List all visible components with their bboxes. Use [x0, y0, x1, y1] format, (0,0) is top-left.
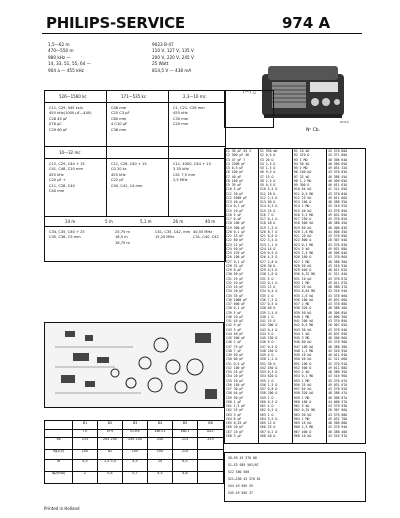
parts-row: S66 25 Ω [260, 425, 276, 430]
parts-row: C63 3 pF [226, 412, 242, 417]
parts-row: R21 20 kΩ [294, 234, 312, 238]
parts-row: R40 1 MΩ [294, 314, 310, 319]
photo-caption: (—) △ [243, 90, 256, 95]
parts-row: R25 2,5 MΩ [294, 251, 314, 255]
parts-row: R14 1 MΩ [294, 204, 310, 209]
parts-row: S25 0,9 Ω [260, 251, 278, 255]
parts-row: 41 311 65A [328, 187, 348, 192]
parts-row: S51 30 Ω [260, 361, 276, 366]
parts-row: 49 031 68A [328, 246, 348, 251]
parts-row: S62 0,5 Ω [260, 408, 278, 413]
parts-row: S59 2 Ω [260, 395, 274, 400]
parts-row: 48 306 88A [328, 421, 348, 425]
parts-row: C24 40 pF [226, 246, 244, 251]
parts-row: S60 0,3 Ω [260, 399, 278, 404]
parts-row: S44 5 Ω [260, 331, 274, 336]
parts-row: 48 388 36A [328, 259, 348, 264]
parts-row: 40 011 62A [328, 268, 348, 272]
parts-row: 43 316 94A [328, 289, 348, 294]
parts-row: 43 370 80A [328, 149, 348, 153]
parts-row: R23 0,1 MΩ [294, 242, 314, 247]
parts-row: R31 10 kΩ [294, 276, 312, 281]
parts-row: S68 40 Ω [260, 433, 276, 438]
parts-row: 43 370 84A [328, 191, 348, 196]
parts-row: S48 240 Ω [260, 348, 278, 353]
parts-row: C18 100 pF [226, 221, 246, 226]
parts-row: 43 316 96A [328, 374, 348, 379]
parts-row: R61 5 kΩ [294, 404, 310, 408]
parts-list [224, 148, 366, 444]
parts-row: R56 25 kΩ [294, 382, 312, 387]
parts-row: R64 1 MΩ [294, 416, 310, 421]
parts-row: S19 1,5 Ω [260, 225, 278, 230]
parts-row: C17 6 μF [226, 217, 242, 221]
parts-row: C34 20 pF [226, 289, 244, 294]
parts-row: R9 300 Ω [294, 183, 310, 187]
parts-row: 48 306 64A [328, 157, 348, 162]
parts-row: S50 1,2 Ω [260, 357, 278, 362]
parts-row: S35 2 Ω [260, 293, 274, 298]
parts-row: C6 100 pF [226, 170, 244, 175]
parts-row: C11 30 pF [226, 191, 244, 196]
parts-row: S52 450 Ω [260, 365, 278, 370]
parts-row: R50 40 kΩ [294, 357, 312, 362]
parts-row: S1 930 mΩ [260, 149, 278, 153]
parts-row: 43 376 07A [328, 378, 348, 383]
parts-row: R68 10 kΩ [294, 433, 312, 438]
band-label: 171—535 kc [121, 94, 147, 99]
parts-row: R16 3,2 MΩ [294, 212, 314, 217]
parts-row: C35 35 pF [226, 293, 244, 298]
parts-row: C3 47 pF 7 [226, 157, 246, 162]
parts-row: C28 32 μF [226, 263, 244, 268]
parts-row: C61 1,5 pF [226, 404, 246, 408]
parts-row: C19 300 pF [226, 225, 246, 230]
parts-row: 28 307 04A [328, 238, 348, 243]
parts-row: 49 031 70A [328, 416, 348, 421]
parts-row: S61 4 Ω [260, 404, 274, 408]
parts-row: R5 2 MΩ [294, 166, 308, 170]
parts-row: S6 9,5 Ω [260, 170, 276, 175]
parts-row: R37 2 MΩ [294, 302, 310, 306]
parts-row: R19 60 kΩ [294, 225, 312, 230]
parts-row: S15 25 Ω [260, 208, 276, 213]
parts-row: S65 12 Ω [260, 421, 276, 425]
parts-row: 40 011 63A [328, 183, 348, 187]
parts-row: S46 6 Ω [260, 340, 274, 345]
parts-row: R48 1,2 MΩ [294, 348, 314, 353]
parts-row: R33 25 kΩ [294, 285, 312, 289]
parts-row: R39 50 kΩ [294, 310, 312, 315]
parts-row: 43 376 08A [328, 412, 348, 417]
parts-row: C49 50 pF [226, 353, 244, 357]
parts-row: C2 500 μF 36 [226, 153, 250, 158]
parts-row: S56 1,5 Ω [260, 382, 278, 387]
parts-row: S67 0,2 Ω [260, 429, 278, 434]
parts-row: S29 0,5 Ω [260, 268, 278, 272]
parts-row: R49 10 kΩ [294, 353, 312, 357]
parts-row: C62 25 pF [226, 408, 244, 413]
parts-row: C40 10 μF [226, 314, 244, 319]
parts-row: S58 200 Ω [260, 391, 278, 396]
parts-row: S64 3,5 Ω [260, 416, 278, 421]
parts-row: S12 2,5 Ω [260, 195, 278, 200]
parts-row: C20 0,1 μF [226, 229, 246, 234]
parts-row: C23 12 pF [226, 242, 244, 247]
parts-row: R59 1 MΩ [294, 395, 310, 400]
parts-row: 43 370 86A [328, 255, 348, 260]
parts-row: S30 1,6 Ω [260, 272, 278, 277]
parts-row: S8 2,5 Ω [260, 178, 276, 183]
parts-row: S63 1 Ω [260, 412, 274, 417]
parts-row: 43 316 92A [328, 204, 348, 209]
parts-col-c [225, 149, 259, 443]
parts-row: 48 388 39A [328, 370, 348, 374]
parts-row: C31 25 pF [226, 276, 244, 281]
parts-row: S34 0,4 Ω [260, 289, 278, 294]
parts-row: C38 0,1 μF [226, 306, 246, 311]
spec-list-left: 1,5—62 m 470—550 m 980 kHz — 14, 33, 51, 55, 64 — 904 a — 455 kHz [48, 42, 91, 73]
parts-row: 48 388 38A [328, 344, 348, 349]
parts-row: S14 0,3 Ω [260, 204, 278, 209]
parts-row: R52 500 Ω [294, 365, 312, 370]
parts-row: C46 1 μF [226, 340, 242, 345]
parts-row: S24 14 Ω [260, 246, 276, 251]
parts-row: S39 2,5 Ω [260, 310, 278, 315]
parts-row: C57 30 pF [226, 387, 244, 391]
parts-row: C67 16 pF [226, 429, 244, 434]
parts-row: C33 16 pF [226, 285, 244, 289]
parts-row: S13 60 Ω [260, 200, 276, 204]
parts-row: R17 250 Ω [294, 217, 312, 221]
parts-row: 48 306 87A [328, 395, 348, 400]
parts-row: S21 0,6 Ω [260, 234, 278, 238]
parts-row: S26 4,5 Ω [260, 255, 278, 260]
footer-note: Printed in Holland [44, 506, 80, 511]
parts-row: 48 388 40A [328, 429, 348, 434]
parts-row: C47 75 pF [226, 344, 244, 349]
parts-row: R44 1 kΩ [294, 331, 310, 336]
parts-row: R42 0,5 MΩ [294, 323, 314, 328]
parts-row: 49 031 65A [328, 212, 348, 217]
parts-row: C21 15 pF [226, 234, 244, 238]
parts-row: R27 1 MΩ [294, 259, 310, 264]
chassis-diagram [44, 322, 224, 408]
parts-row: S17 0,1 Ω [260, 217, 278, 221]
parts-row: C56 150 pF [226, 382, 246, 387]
parts-row: R36 100 kΩ [294, 297, 314, 302]
parts-row: R7 32 kΩ [294, 174, 310, 179]
parts-row: R29 640 Ω [294, 268, 312, 272]
parts-row: 43 376 06A [328, 293, 348, 298]
parts-row: S41 15 Ω [260, 319, 276, 323]
parts-row: 49 031 67A [328, 382, 348, 387]
parts-row: 48 388 46A [328, 306, 348, 311]
parts-row: S33 12 Ω [260, 285, 276, 289]
parts-row: R51 100 Ω [294, 361, 312, 366]
parts-row: C15 10 pF [226, 208, 244, 213]
parts-row: 43 316 95A [328, 348, 348, 353]
parts-row: 43 370 87A [328, 276, 348, 281]
parts-row: R66 2,5 MΩ [294, 425, 314, 430]
parts-row: R10 64 kΩ [294, 187, 312, 192]
parts-row: S47 0,5 Ω [260, 344, 278, 349]
parts-row: C60 1 μF [226, 399, 242, 404]
parts-row: C64 6 pF [226, 416, 242, 421]
parts-row: R38 320 Ω [294, 306, 312, 311]
parts-row: 43 370 88A [328, 302, 348, 306]
parts-row: R1 10 kΩ [294, 149, 310, 153]
parts-row: R67 400 Ω [294, 429, 312, 434]
parts-col-codes [327, 149, 367, 443]
parts-row: C41 45 pF [226, 319, 244, 323]
parts-row: S49 4 Ω [260, 353, 274, 357]
parts-row: C13 40 pF [226, 200, 244, 204]
parts-row: 40 011 64A [328, 353, 348, 357]
parts-row: R34 0,64 MΩ [294, 289, 316, 294]
parts-row: C52 100 pF [226, 365, 246, 370]
parts-row: S2 0,5 Ω [260, 153, 276, 158]
parts-row: 48 306 86A [328, 336, 348, 340]
parts-row: C26 100 pF [226, 255, 246, 260]
parts-row: C53 25 pF [226, 370, 244, 374]
parts-row: C37 600 pF [226, 302, 246, 306]
parts-row: 49 031 32A [328, 166, 348, 170]
photo-tag: 974 A [340, 120, 349, 124]
parts-row: R3 1 MΩ [294, 157, 308, 162]
parts-row: C4 2300 pF [226, 161, 246, 166]
parts-row: S7 15 Ω [260, 174, 274, 179]
model-number: 974 A [282, 14, 331, 32]
parts-row: 49 031 66A [328, 297, 348, 302]
parts-row: C12 5500 pF [226, 195, 248, 200]
parts-row: C65 0,25 μF [226, 421, 248, 425]
parts-row: R43 30 kΩ [294, 327, 312, 332]
parts-row: R32 1 MΩ [294, 280, 310, 285]
parts-row: 43 370 85A [328, 234, 348, 238]
parts-row: 48 388 45A [328, 221, 348, 226]
parts-row: S57 0,8 Ω [260, 387, 278, 391]
parts-row: 43 376 04A [328, 327, 348, 332]
parts-row: R35 1,6 kΩ [294, 293, 314, 298]
alignment-table: 526—1560 kc 171—535 kc 2,3—10 mc C11, C29, 545 kc/s 455 kHz(1000 μF—440) C28 45 μF S76 μC C29 60 μF C46 mm C25 C3 μF C60 mm 4 C10 μF C36 mm C1, C21, C26 mm 455 kHz C30 mm C20 mm 10—32 mc C12, C29, C44 + 15 C41, C48, C10 mm 455 kHz C20 μF + C11, C28, C40 C40 mm C11, C28, C40 + 15 C0 20 kc 455 kHz C22 μF C40, C41, 14 mm C11, 4300, C44 + 13 3 35 kHz C41 7,5 mm 2,5 MHz 14 m 5 m 5,1 m 26 m 40 m C34, C35, C40 + 25 C35, C36, C3 mm 25,75 m 16,5 m 18,75 m C41, C35, C42, mm 15,25 MHz 40,55 MHz C31, C40, C42 [44, 90, 226, 262]
band-label: 526—1560 kc [59, 94, 87, 99]
parts-row: 48 388 47A [328, 391, 348, 396]
parts-row: C48 7 pF [226, 348, 242, 353]
header-rule [42, 33, 362, 34]
document-title: PHILIPS-SERVICE [46, 14, 185, 32]
parts-heading: Nᵒ Cb. [306, 128, 321, 133]
parts-row: R60 160 Ω [294, 399, 312, 404]
parts-row: C55 10 μF [226, 378, 244, 383]
parts-row: 48 306 84A [328, 251, 348, 255]
parts-row: R28 50 kΩ [294, 263, 312, 268]
parts-row: S11 18 Ω [260, 191, 276, 196]
parts-row: 49 011 68A [328, 365, 348, 370]
parts-row: C9 39 pF [226, 183, 242, 187]
parts-row: 41 311 64A [328, 272, 348, 277]
parts-row: S36 7,5 Ω [260, 297, 278, 302]
parts-row: C22 80 pF [226, 238, 244, 243]
parts-row: 49 031 69A [328, 331, 348, 336]
parts-row: C7 40 pF [226, 174, 242, 179]
parts-row: 48 309 65A [328, 178, 348, 183]
parts-list-extra: S8—S9 43 370 80 S1—S3 S89 501/07 S22 S80 500 S21—S30 43 370 81 S44 49 505 29 S45 49 505 37 [224, 452, 366, 502]
parts-row: C32 10 pF [226, 280, 244, 285]
parts-row: S32 0,2 Ω [260, 280, 278, 285]
parts-row: R11 0,5 MΩ [294, 191, 314, 196]
parts-row: 43 370 91A [328, 361, 348, 366]
parts-row: 43 316 93A [328, 263, 348, 268]
parts-row: C29 8 pF [226, 268, 242, 272]
parts-row: R18 500 kΩ [294, 221, 314, 226]
parts-row: S23 1,1 Ω [260, 242, 278, 247]
parts-row: S3 20 Ω [260, 157, 274, 162]
parts-row: R55 1 MΩ [294, 378, 310, 383]
parts-row: R63 50 kΩ [294, 412, 312, 417]
parts-row: R6 100 kΩ [294, 170, 312, 175]
parts-row: 43 316 97A [328, 433, 348, 438]
parts-row: S16 7 Ω [260, 212, 274, 217]
parts-row: C27 0,1 μF [226, 259, 246, 264]
parts-row: R30 0,32 MΩ [294, 272, 316, 277]
parts-row: C45 500 pF [226, 336, 246, 340]
parts-row: S28 30 Ω [260, 263, 276, 268]
parts-row: S37 0,5 Ω [260, 302, 278, 306]
band-label: 2,3—10 mc [183, 94, 206, 99]
parts-row: C54 20 pF [226, 374, 244, 379]
parts-row: R58 320 kΩ [294, 391, 314, 396]
parts-row: S43 0,4 Ω [260, 327, 278, 332]
parts-row: S55 2 Ω [260, 378, 274, 383]
parts-row: 44 000 37A [328, 399, 348, 404]
parts-row: 48 306 85A [328, 310, 348, 315]
parts-row: S10 4,5 Ω [260, 187, 278, 192]
parts-row: R46 80 kΩ [294, 340, 312, 345]
parts-row: 49 011 66A [328, 195, 348, 200]
parts-row: R12 25 kΩ [294, 195, 312, 200]
parts-row: R8 1,2 MΩ [294, 178, 312, 183]
parts-row: S40 1 Ω [260, 314, 274, 319]
parts-row: R62 0,25 MΩ [294, 408, 316, 413]
parts-row: 43 370 83A [328, 170, 348, 175]
parts-row: C10 5 pF [226, 187, 242, 192]
parts-row: R20 1,6 MΩ [294, 229, 314, 234]
parts-row: S42 300 Ω [260, 323, 278, 328]
parts-row: C66 20 pF [226, 425, 244, 430]
parts-row: 43 370 92A [328, 387, 348, 391]
parts-row: C59 90 pF [226, 395, 244, 400]
parts-row: 43 370 82A [328, 217, 348, 221]
band-bracket [224, 90, 274, 128]
parts-row: C50 80 pF [226, 357, 244, 362]
parts-row: C30 50 μF [226, 272, 244, 277]
parts-row: R2 470 Ω [294, 153, 310, 158]
parts-row: S54 620 Ω [260, 374, 278, 379]
parts-row: C42 9 pF [226, 323, 242, 328]
parts-row: R54 0,1 MΩ [294, 374, 314, 379]
parts-row: C36 1000 pF [226, 297, 248, 302]
parts-row: R15 40 kΩ [294, 208, 312, 213]
parts-row: C39 5 pF [226, 310, 242, 315]
parts-row: C14 0,1 μF [226, 204, 246, 209]
parts-row: C58 64 pF [226, 391, 244, 396]
parts-row: R24 5 kΩ [294, 246, 310, 251]
parts-row: C16 5 μF [226, 212, 242, 217]
spec-list-right: 9023 B-47 110 V, 127 V, 135 V 200 V, 220 V, 245 V 25 Watt 814,5 V — 438 mA [152, 42, 194, 73]
parts-row: 43 370 94A [328, 425, 348, 430]
parts-row: C44 40 pF [226, 331, 244, 336]
parts-row: C8 160 pF [226, 178, 244, 183]
parts-row: R65 16 kΩ [294, 421, 312, 425]
parts-row: S27 2,8 Ω [260, 259, 278, 264]
parts-row: R22 800 Ω [294, 238, 312, 243]
parts-row: S31 5 Ω [260, 276, 274, 281]
parts-row: 49 011 67A [328, 280, 348, 285]
parts-col-r [293, 149, 327, 443]
parts-row: 43 370 89A [328, 319, 348, 323]
parts-row: 43 370 90A [328, 340, 348, 345]
parts-row: 44 000 36A [328, 314, 348, 319]
parts-row: R53 2 kΩ [294, 370, 310, 374]
parts-col-s [259, 149, 293, 443]
parts-row: 48 306 65A [328, 161, 348, 166]
parts-row: R57 64 kΩ [294, 387, 312, 391]
parts-row: 44 000 35A [328, 229, 348, 234]
parts-row: 41 311 66A [328, 357, 348, 362]
parts-row: R4 50 kΩ [294, 161, 310, 166]
parts-row: C5 0,5 μF [226, 166, 244, 170]
parts-row: S22 3,5 Ω [260, 238, 278, 243]
parts-row: 48 388 37A [328, 285, 348, 289]
parts-row: 28 307 06A [328, 408, 348, 413]
parts-row: C1 36 pF 55 3 [226, 149, 251, 153]
parts-row: S53 0,3 Ω [260, 370, 278, 374]
parts-row: 43 376 05A [328, 208, 348, 213]
parts-row: 48 388 45A [328, 174, 348, 179]
parts-row: R13 100 Ω [294, 200, 312, 204]
parts-row: 28 307 05A [328, 323, 348, 328]
parts-row: R45 3 MΩ [294, 336, 310, 340]
parts-row: S38 60 Ω [260, 306, 276, 311]
parts-row: 48 388 35A [328, 200, 348, 204]
parts-row: S5 1,5 Ω [260, 166, 276, 170]
parts-row: R26 160 Ω [294, 255, 312, 260]
parts-row: R41 200 kΩ [294, 319, 314, 323]
parts-row: 43 376 03A [328, 242, 348, 247]
parts-row: 48 306 83A [328, 225, 348, 230]
parts-row: S4 2,5 Ω [260, 161, 276, 166]
parts-row: C68 3 μF [226, 433, 242, 438]
parts-row: C43 3 pF [226, 327, 242, 332]
parts-row: S20 8,7 Ω [260, 229, 278, 234]
parts-row: C25 470 pF [226, 251, 246, 255]
tube-voltage-table: B1 B2 B3 B4 B5 B6 TV EF9 ECH4 EBF21 EBL1 AZ1 Va 215 245 200 245 200 240 215 255 Vg2(V) 100 82 100 100 210 Ia 4,5 2,5 5,4 4,5 24 8,5 Ig2(mA) 2 0,4 0,7 4,5 4,8 [44, 420, 224, 484]
parts-row: C51 0,5 μF [226, 361, 246, 366]
parts-row: R47 160 kΩ [294, 344, 314, 349]
parts-row: S45 230 Ω [260, 336, 278, 340]
parts-row: S18 40 Ω [260, 221, 276, 226]
parts-row: S9 0,5 Ω [260, 183, 276, 187]
parts-row: 43 370 93A [328, 404, 348, 408]
parts-row: 43 371 80A [328, 153, 348, 158]
